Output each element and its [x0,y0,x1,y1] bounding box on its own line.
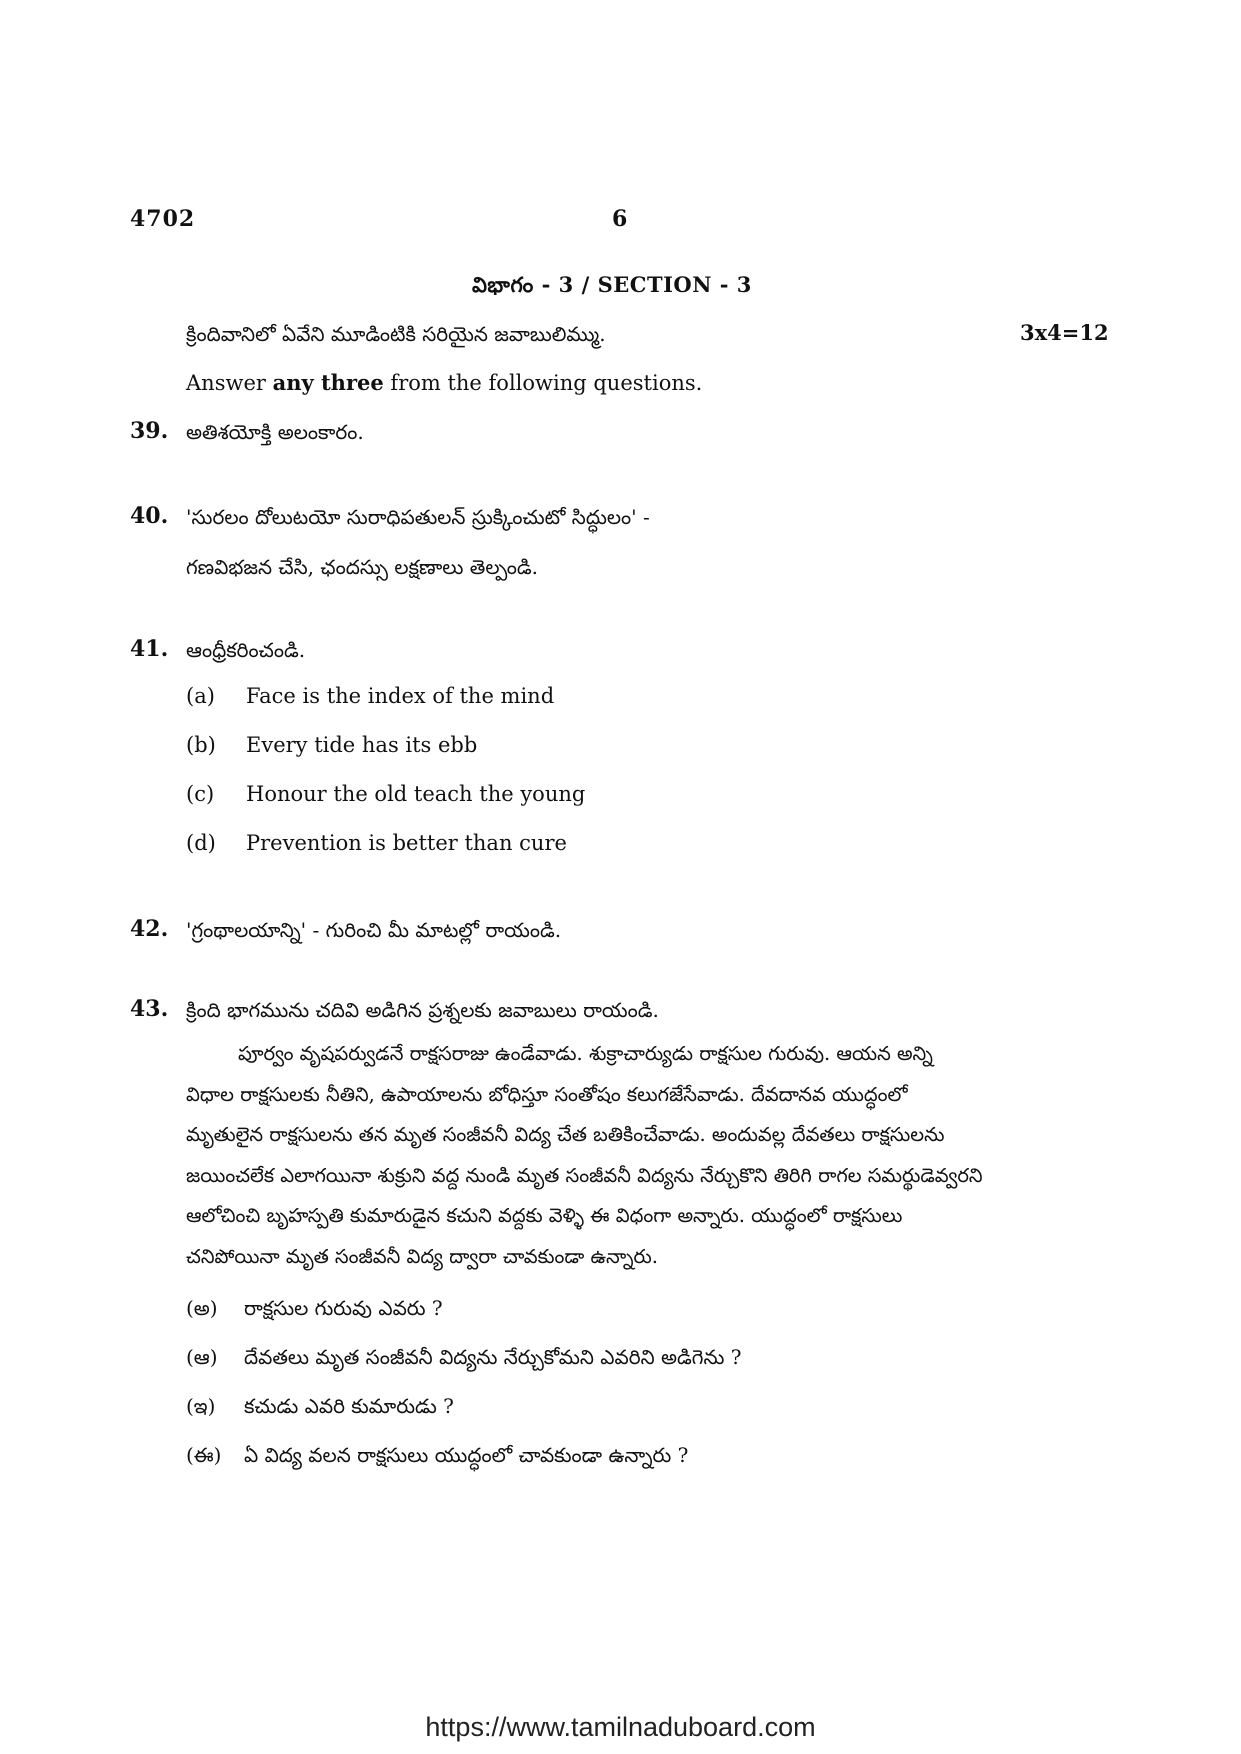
question-number-41: 41. [130,636,169,662]
passage-line: విధాల రాక్షసులకు నీతిని, ఉపాయాలను బోధిస్తూ సంతోషం కలుగజేసేవాడు. దేవదానవ యుద్ధంలో [186,1082,908,1106]
question-text-40-line2: గణవిభజన చేసి, ఛందస్సు లక్షణాలు తెల్పండి. [186,555,539,579]
footer-url[interactable]: https://www.tamilnaduboard.com [425,1712,816,1742]
question-number-42: 42. [130,916,169,942]
passage-line: చనిపోయినా మృత సంజీవనీ విద్య ద్వారా చావకుండా ఉన్నారు. [186,1244,658,1268]
subquestion-text-i: కచుడు ఎవరి కుమారుడు ? [244,1394,454,1418]
option-label-d: (d) [186,831,216,855]
question-number-40: 40. [130,503,169,529]
question-text-43: క్రింది భాగమును చదివి అడిగిన ప్రశ్నలకు జవాబులు రాయండి. [186,998,659,1022]
instruction-telugu: క్రిందివానిలో ఏవేని మూడింటికి సరియైన జవాబులిమ్ము. [186,322,606,346]
option-text-c: Honour the old teach the young [246,782,586,806]
instruction-suffix: from the following questions. [383,371,703,395]
section-title: విభాగం - 3 / SECTION - 3 [472,272,752,297]
subquestion-label-a: (అ) [186,1296,218,1320]
passage-line: ఆలోచించి బృహస్పతి కుమారుడైన కచుని వద్దకు వెళ్ళి ఈ విధంగా అన్నారు. యుద్ధంలో రాక్షసులు [186,1204,903,1227]
subquestion-label-i: (ఇ) [186,1394,216,1418]
option-text-b: Every tide has its ebb [246,733,478,757]
page-number: 6 [612,206,628,232]
marks-allocation: 3x4=12 [1020,320,1109,345]
subquestion-text-a: రాక్షసుల గురువు ఎవరు ? [244,1296,443,1320]
instruction-prefix: Answer [186,371,273,395]
passage-line: జయించలేక ఎలాగయినా శుక్రుని వద్ద నుండి మృత సంజీవనీ విద్యను నేర్చుకొని తిరిగి రాగల సమర్థుడెవ్వరని [186,1163,983,1187]
option-label-a: (a) [186,684,215,708]
question-text-42: 'గ్రంథాలయాన్ని' - గురించి మీ మాటల్లో రాయండి. [186,918,562,942]
subquestion-label-aa: (ఆ) [186,1345,218,1369]
paper-code: 4702 [130,206,196,232]
subquestion-text-ii: ఏ విద్య వలన రాక్షసులు యుద్ధంలో చావకుండా ఉన్నారు ? [244,1443,689,1467]
passage-line: పూర్వం వృషపర్వుడనే రాక్షసరాజు ఉండేవాడు. శుక్రాచార్యుడు రాక్షసుల గురువు. ఆయన అన్ని [238,1042,933,1065]
option-text-d: Prevention is better than cure [246,831,567,855]
question-number-39: 39. [130,418,169,444]
subquestion-label-ii: (ఈ) [186,1443,222,1467]
question-text-40-line1: 'సురలం దోలుటయో సురాధిపతులన్ స్రుక్కించుటో సిద్ధులం' - [186,505,650,529]
passage [186,1034,1050,1277]
option-label-c: (c) [186,782,215,806]
question-number-43: 43. [130,996,169,1022]
instruction-emphasis: any three [272,370,384,395]
option-text-a: Face is the index of the mind [246,684,555,708]
option-label-b: (b) [186,733,216,757]
instruction-english [186,370,702,395]
question-text-41: ఆంధ్రీకరించండి. [186,638,306,662]
question-text-39: అతిశయోక్తి అలంకారం. [186,420,364,444]
passage-line: మృతులైన రాక్షసులను తన మృత సంజీవనీ విద్య చేత బతికించేవాడు. అందువల్ల దేవతలు రాక్షసులను [186,1123,945,1146]
subquestion-text-aa: దేవతలు మృత సంజీవనీ విద్యను నేర్చుకోమని ఎవరిని అడిగెను ? [244,1345,742,1369]
